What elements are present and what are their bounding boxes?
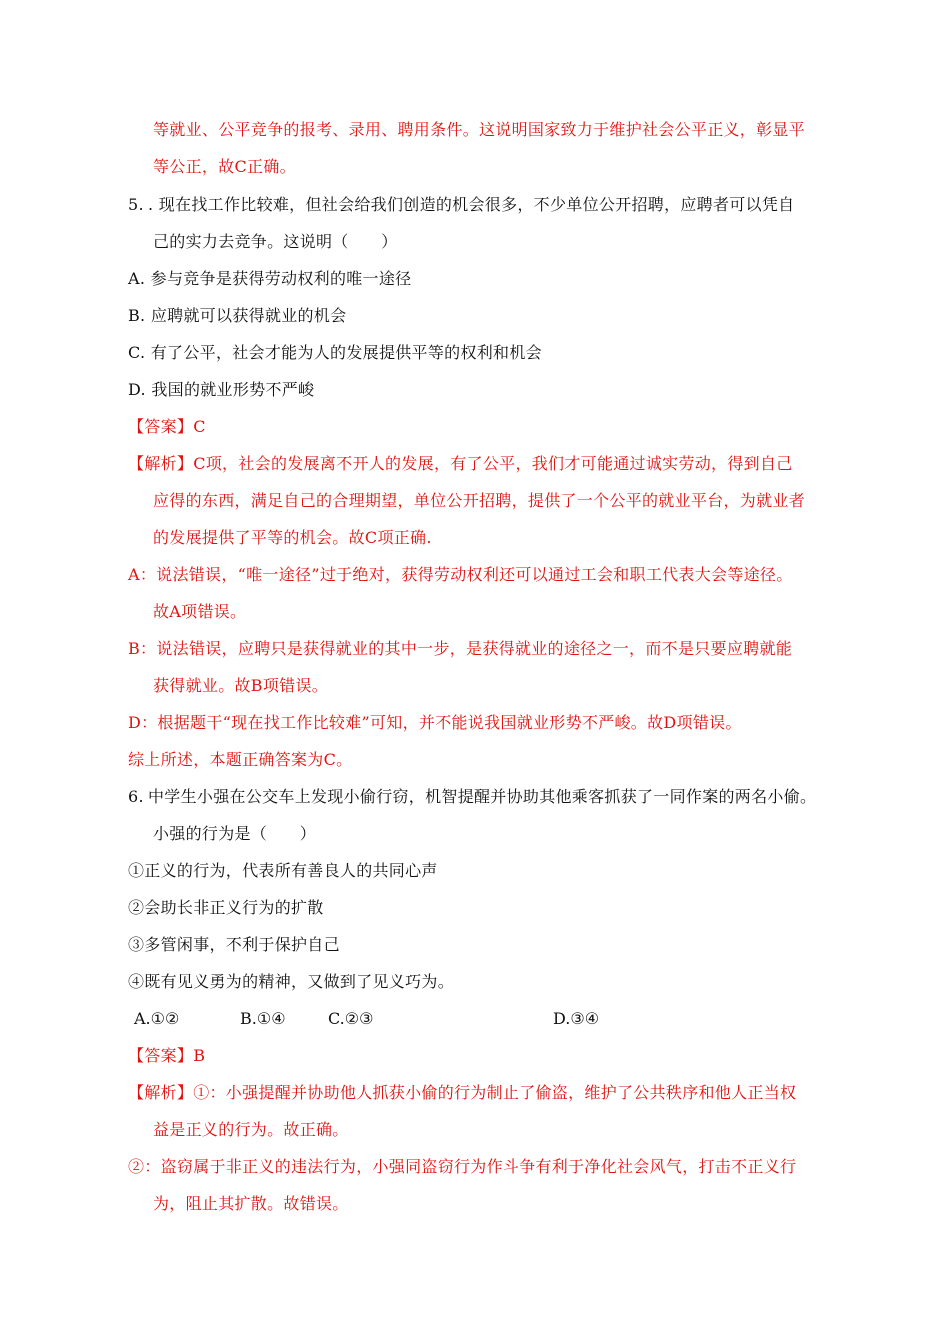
q5-analysis-line-2: 应得的东西，满足自己的合理期望，单位公开招聘，提供了一个公平的就业平台，为就业者 — [153, 491, 806, 510]
q6-option-d — [553, 1008, 599, 1030]
q5-option-a — [128, 268, 411, 290]
q5-option-d-analysis: D：根据题干“现在找工作比较难”可知，并不能说我国就业形势不严峻。故D项错误。 — [128, 713, 742, 732]
q6-stem-line-2: 小强的行为是（ ） — [153, 824, 317, 843]
q5-option-b-text: 应聘就可以获得就业的机会 — [150, 306, 347, 325]
q5-number: 5. — [128, 195, 144, 214]
q5-summary: 综上所述，本题正确答案为C。 — [128, 750, 353, 769]
q6-option-a-text: ①② — [150, 1009, 180, 1028]
q5-option-d — [128, 379, 314, 401]
q6-analysis-tag: 【解析】 — [128, 1083, 194, 1102]
q6-stem-line-1: 中学生小强在公交车上发现小偷行窃，机智提醒并协助其他乘客抓获了一同作案的两名小偷。 — [148, 787, 817, 806]
q6-answer-tag: 【答案】 — [128, 1046, 194, 1065]
q5-analysis-text-1: C项，社会的发展离不开人的发展，有了公平，我们才可能通过诚实劳动，得到自己 — [193, 454, 793, 473]
q6-answer — [128, 1045, 205, 1067]
q5-option-c — [128, 342, 542, 364]
q6-option-a — [134, 1008, 179, 1030]
q5-answer-tag: 【答案】 — [128, 417, 194, 436]
prev-explanation-line-1: 等就业、公平竞争的报考、录用、聘用条件。这说明国家致力于维护社会公平正义，彰显平 — [153, 120, 806, 139]
q6-option-d-letter: D. — [553, 1009, 571, 1028]
q5-answer — [128, 416, 206, 438]
q6-analysis-line-1 — [128, 1082, 796, 1104]
q6-statement-3: ③多管闲事，不利于保护自己 — [128, 935, 340, 954]
q5-option-a-analysis-line-1: A：说法错误，“唯一途径”过于绝对，获得劳动权利还可以通过工会和职工代表大会等途径。 — [128, 565, 793, 584]
q6-option-d-text: ③④ — [570, 1009, 600, 1028]
q6-answer-value: B — [193, 1046, 206, 1065]
q6-statement-4: ④既有见义勇为的精神，又做到了见义巧为。 — [128, 972, 455, 991]
q5-option-c-letter: C. — [128, 343, 146, 362]
q5-option-c-text: 有了公平，社会才能为人的发展提供平等的权利和机会 — [150, 343, 542, 362]
q6-statement-2-analysis-line-1: ②：盗窃属于非正义的违法行为，小强同盗窃行为作斗争有利于净化社会风气，打击不正义行 — [128, 1157, 797, 1176]
q6-option-c-text: ②③ — [344, 1009, 374, 1028]
q5-analysis-tag: 【解析】 — [128, 454, 194, 473]
q6-option-a-letter: A. — [134, 1009, 151, 1028]
q5-stem-line-1: . 现在找工作比较难，但社会给我们创造的机会很多，不少单位公开招聘，应聘者可以凭自 — [148, 195, 795, 214]
q5-analysis-line-3: 的发展提供了平等的机会。故C项正确. — [153, 528, 432, 547]
q6-statement-2: ②会助长非正义行为的扩散 — [128, 898, 324, 917]
q5-answer-value: C — [193, 417, 206, 436]
q6-analysis-line-2: 益是正义的行为。故正确。 — [153, 1120, 349, 1139]
q6-statement-2-analysis-line-2: 为，阻止其扩散。故错误。 — [153, 1194, 349, 1213]
q6-option-c — [328, 1008, 373, 1030]
q5-option-a-letter: A. — [128, 269, 146, 288]
q5-option-b — [128, 305, 346, 327]
q6-analysis-text-1: ①：小强提醒并协助他人抓获小偷的行为制止了偷盗，维护了公共秩序和他人正当权 — [193, 1083, 797, 1102]
prev-explanation-line-2: 等公正，故C正确。 — [153, 157, 296, 176]
q5-option-d-text: 我国的就业形势不严峻 — [151, 380, 315, 399]
q6-number: 6. — [128, 787, 144, 806]
q5-option-d-letter: D. — [128, 380, 146, 399]
q6-option-b-text: ①④ — [256, 1009, 286, 1028]
q5-option-b-analysis-line-1: B：说法错误，应聘只是获得就业的其中一步，是获得就业的途径之一，而不是只要应聘就能 — [128, 639, 793, 658]
q6-option-b — [240, 1008, 286, 1030]
q5-option-b-analysis-line-2: 获得就业。故B项错误。 — [153, 676, 329, 695]
q6-statement-1: ①正义的行为，代表所有善良人的共同心声 — [128, 861, 438, 880]
q5-option-a-text: 参与竞争是获得劳动权利的唯一途径 — [150, 269, 412, 288]
q5-option-a-analysis-line-2: 故A项错误。 — [153, 602, 247, 621]
q5-analysis-line-1 — [128, 453, 793, 475]
q5-stem-line-2: 己的实力去竞争。这说明（ ） — [153, 232, 398, 251]
q5-option-b-letter: B. — [128, 306, 146, 325]
q6-option-b-letter: B. — [240, 1009, 257, 1028]
q6-option-c-letter: C. — [328, 1009, 345, 1028]
